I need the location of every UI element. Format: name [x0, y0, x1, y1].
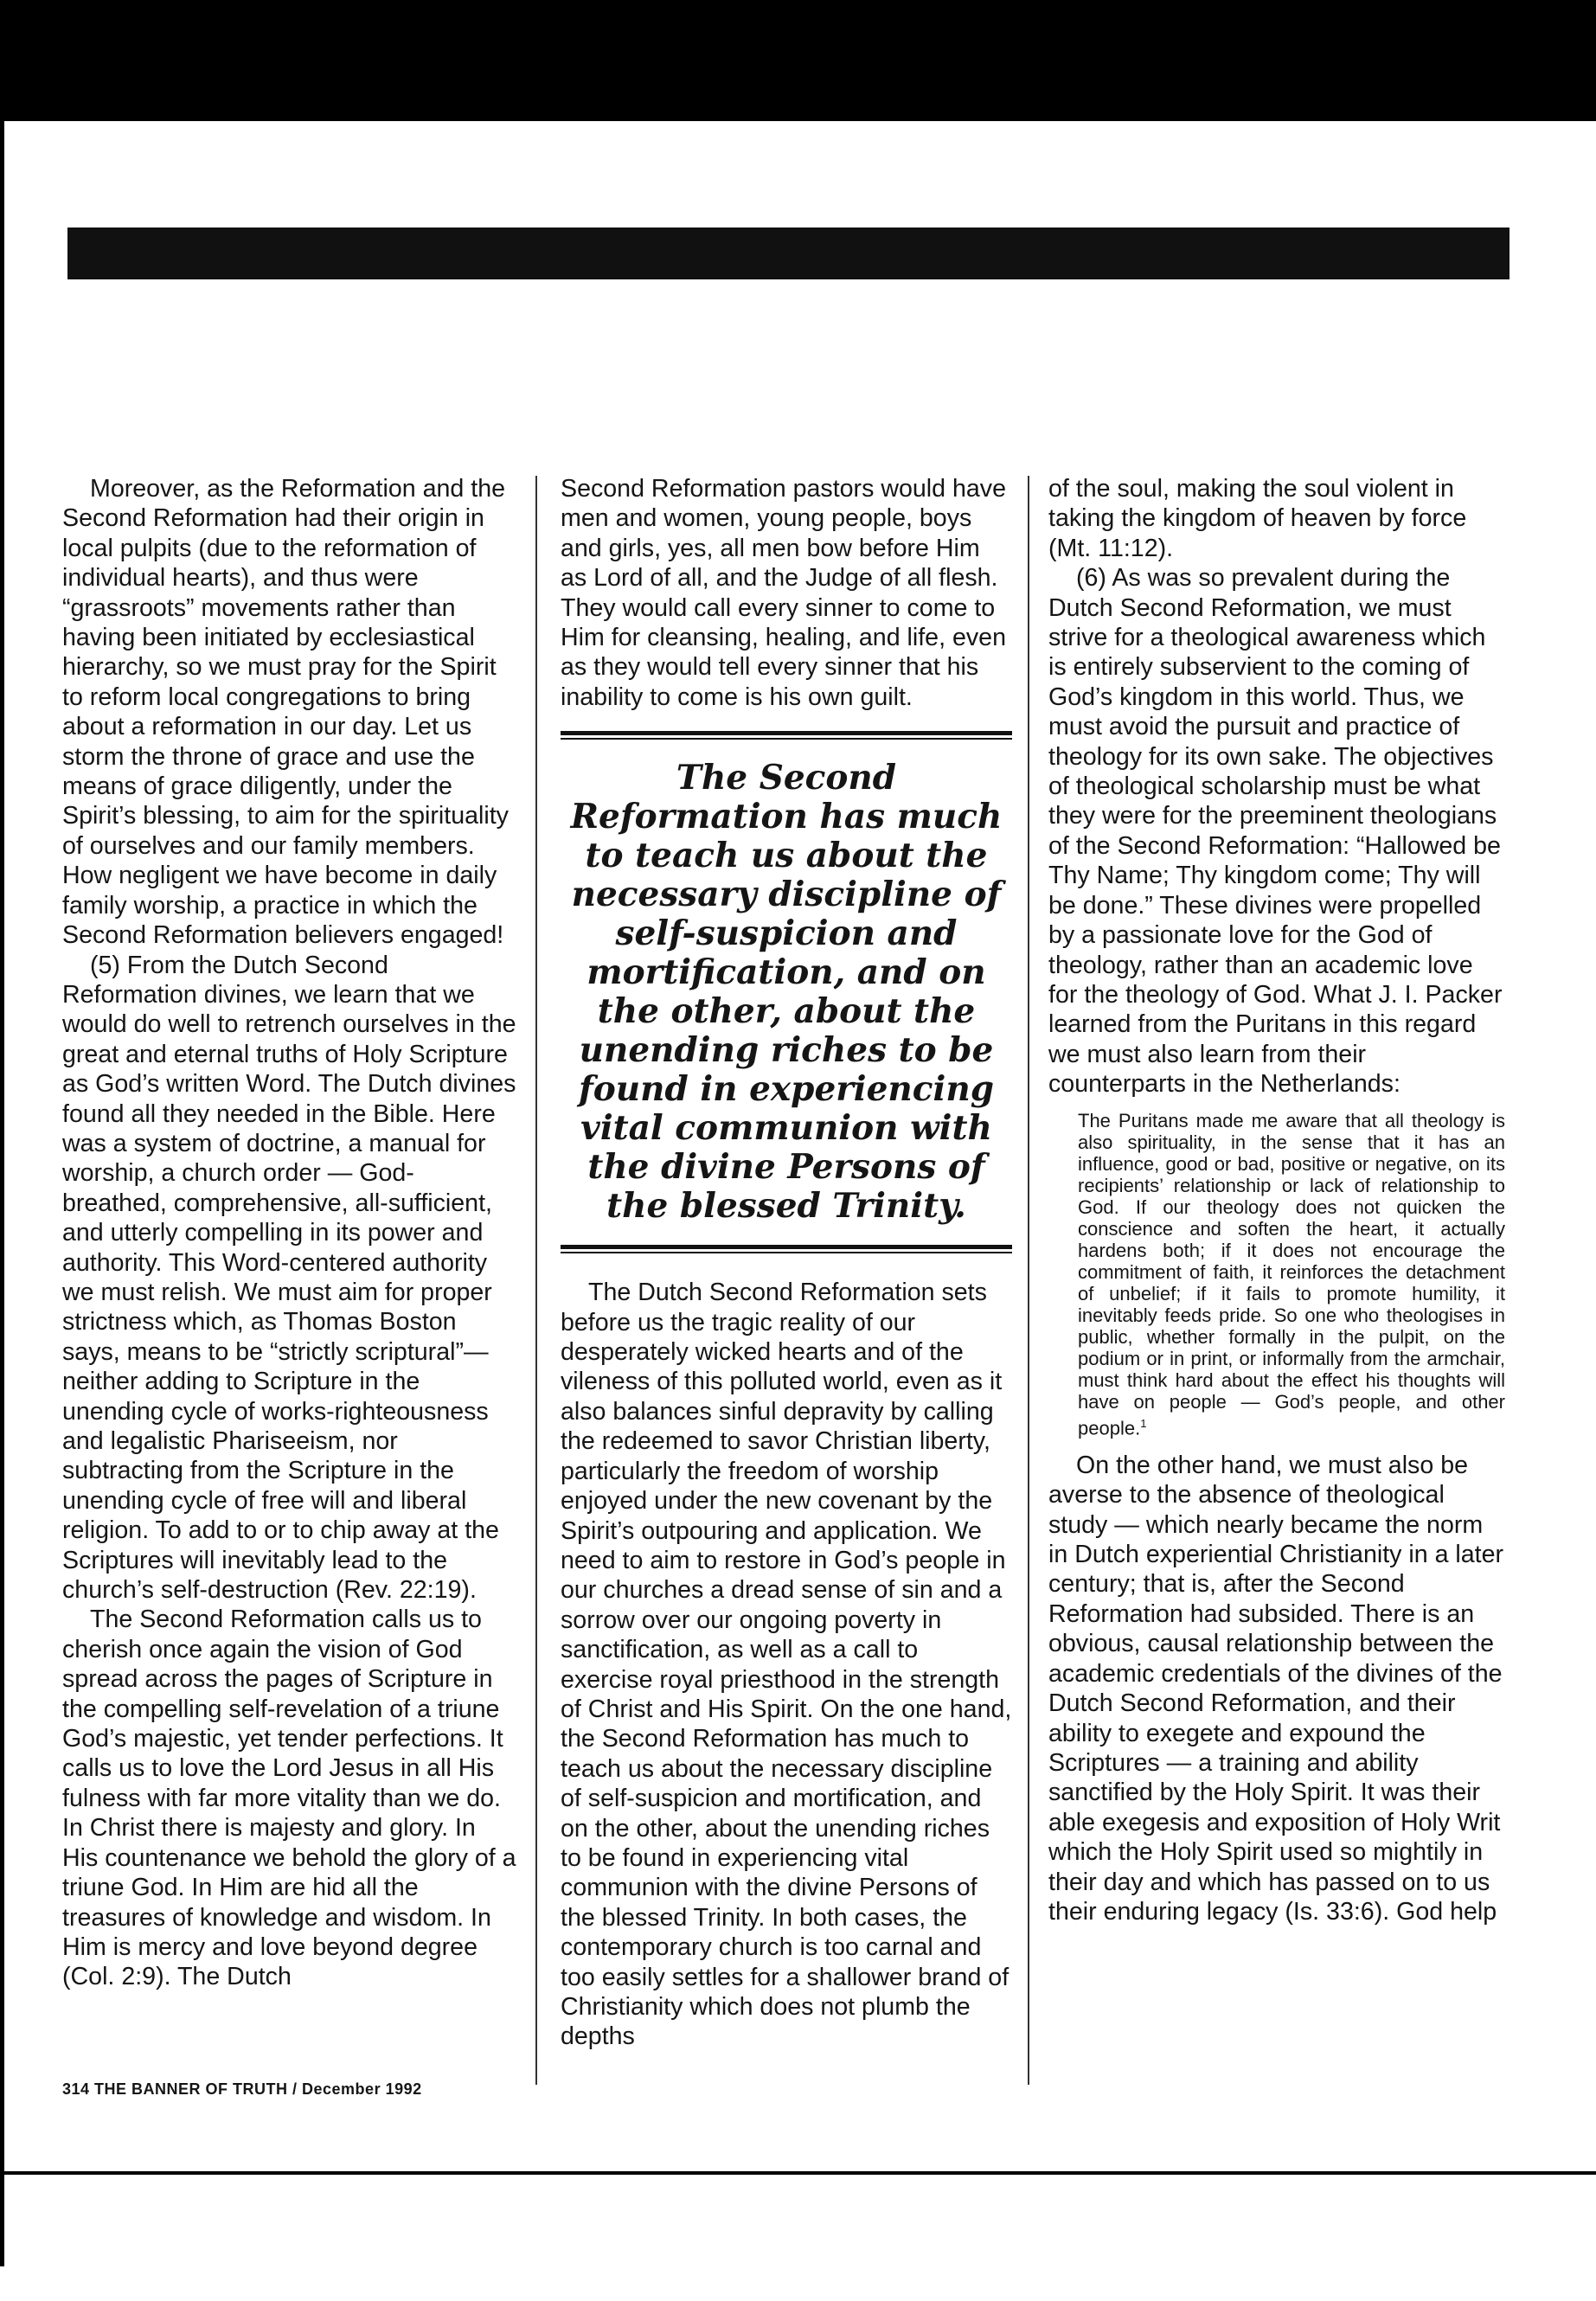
block-quote [1078, 1110, 1505, 1439]
header-bar [67, 228, 1509, 279]
paragraph: The Second Reformation calls us to cherish once again the vision of God spread across the pages of Scripture in the compelling self-revelation of a triune God’s majestic, yet tender perfections. It calls us to love the Lord Jesus in all His fulness with far more vitality than we do. In Christ there is majesty and glory. In His countenance we behold the glory of a triune God. In Him are hid all the treasures of knowledge and wisdom. In Him is mercy and love beyond degree (Col. 2:9). The Dutch [62, 1606, 516, 1991]
pull-quote-top-rule [561, 731, 1012, 740]
column-2 [561, 474, 1012, 2052]
paragraph: (5) From the Dutch Second Reformation divines, we learn that we would do well to retrench ourselves in the great and eternal truths of Holy Scripture as God’s written Word. The Dutch divines found all they needed in the Bible. Here was a system of doctrine, a manual for worship, a church order — God-breathed, comprehensive, all-sufficient, and utterly compelling in its power and authority. This Word-centered authority we must relish. We must aim for proper strictness which, as Thomas Boston says, means to be “strictly scriptural”— neither adding to Scripture in the unending cycle of works-righteousness and legalistic Phariseeism, nor subtracting from the Scripture in the unending cycle of free will and liberal religion. To add to or to chip away at the Scriptures will inevitably lead to the church’s self-destruction (Rev. 22:19). [62, 951, 516, 1605]
pull-quote-bottom-rule [561, 1245, 1012, 1253]
footnote-marker: 1 [1140, 1416, 1147, 1430]
paragraph: of the soul, making the soul violent in taking the kingdom of heaven by force (Mt. 11:12). [1048, 475, 1467, 562]
pull-quote [561, 731, 1012, 1253]
column-divider [1028, 476, 1029, 2085]
column-3 [1048, 474, 1505, 1926]
column-divider [535, 476, 537, 2085]
scan-top-border [0, 0, 1596, 121]
paragraph: On the other hand, we must also be averse to the absence of theological study — which nearly became the norm in Dutch experiential Christianity in a later century; that is, after the Second Reformation had subsided. There is an obvious, causal relationship between the academic credentials of the divines of the Dutch Second Reformation, and their ability to exegete and expound the Scriptures — a training and ability sanctified by the Holy Spirit. It was their able exegesis and exposition of Holy Writ which the Holy Spirit used so mightily in their day and which has passed on to us their enduring legacy (Is. 33:6). God help [1048, 1451, 1504, 1926]
paragraph: (6) As was so prevalent during the Dutch Second Reformation, we must strive for a theological awareness which is entirely subservient to the coming of God’s kingdom in this world. Thus, we must avoid the pursuit and practice of theology for its own sake. The objectives of theological scholarship must be what they were for the preeminent theologians of the Second Reformation: “Hallowed be Thy Name; Thy kingdom come; Thy will be done.” These divines were propelled by a passionate love for the God of theology, rather than an academic love for the theology of God. What J. I. Packer learned from the Puritans in this regard we must also learn from their counterparts in the Netherlands: [1048, 564, 1503, 1099]
column-1 [62, 474, 516, 1992]
page-footer: 314 THE BANNER OF TRUTH / December 1992 [62, 2080, 422, 2098]
paragraph: Moreover, as the Reformation and the Second Reformation had their origin in local pulpits (due to the reformation of individual hearts), and thus were “grassroots” movements rather than having been initiated by ecclesiastical hierarchy, so we must pray for the Spirit to reform local congregations to bring about a reformation in our day. Let us storm the throne of grace and use the means of grace diligently, under the Spirit’s blessing, to aim for the spirituality of ourselves and our family members. How negligent we have become in daily family worship, a practice in which the Second Reformation believers engaged! [62, 475, 509, 950]
paragraph: Second Reformation pastors would have men and women, young people, boys and girls, yes, all men bow before Him as Lord of all, and the Judge of all flesh. They would call every sinner to come to Him for cleansing, healing, and life, even as they would tell every sinner that his inability to come is his own guilt. [561, 475, 1006, 711]
scan-bottom-rule [0, 2171, 1596, 2175]
paragraph: The Dutch Second Reformation sets before us the tragic reality of our desperately wicked hearts and of the vileness of this polluted world, even as it also balances sinful depravity by calling the redeemed to savor Christian liberty, particularly the freedom of worship enjoyed under the new covenant by the Spirit’s outpouring and application. We need to aim to restore in God’s people in our churches a dread sense of sin and a sorrow over our ongoing poverty in sanctification, as well as a call to exercise royal priesthood in the strength of Christ and His Spirit. On the one hand, the Second Reformation has much to teach us about the necessary discipline of self-suspicion and mortification, and on the other, about the unending riches to be found in experiencing vital communion with the divine Persons of the blessed Trinity. In both cases, the contemporary church is too carnal and too easily settles for a shallower brand of Christianity which does not plumb the depths [561, 1279, 1012, 2051]
block-quote-text: The Puritans made me aware that all theology is also spirituality, in the sense that it has an influence, good or bad, positive or negative, on its recipients’ relationship or lack of relationship to God. If our theology does not quicken the conscience and soften the heart, it actually hardens both; if it does not encourage the commitment of faith, it reinforces the detachment of unbelief; if it fails to promote humility, it inevitably feeds pride. So one who theologises in public, whether formally in the pulpit, on the podium or in print, or informally from the armchair, must think hard about the effect his thoughts will have on people — God’s people, and other people. [1078, 1109, 1505, 1439]
pull-quote-text: The Second Reformation has much to teach us about the necessary discipline of self-suspicion and mortification, and on the other, about the unending riches to be found in experiencing vital communion with the divine Persons of the blessed Trinity. [570, 758, 1003, 1227]
scan-left-edge [0, 121, 4, 2266]
